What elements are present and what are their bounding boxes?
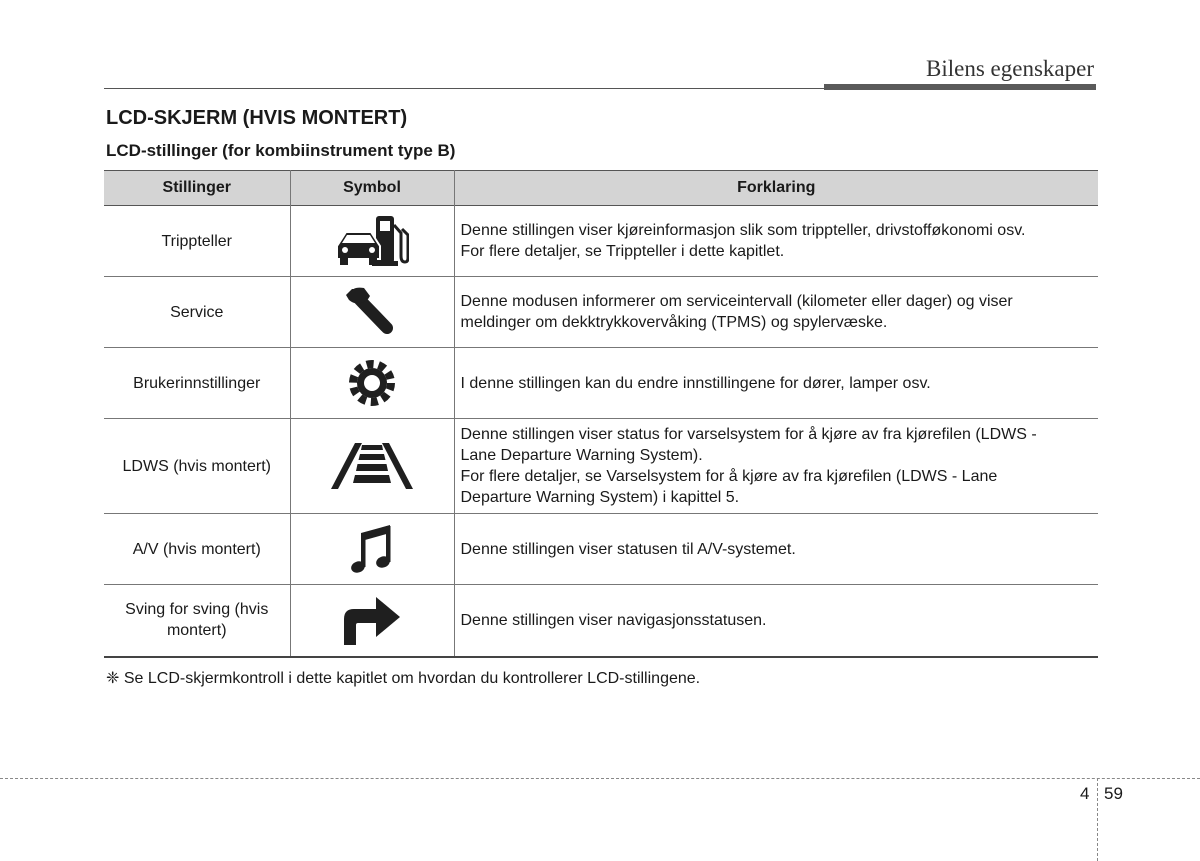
position-cell: Sving for sving (hvis montert)	[104, 585, 290, 657]
header-rule	[104, 88, 824, 89]
explanation-line: Denne stillingen viser status for varselsystem for å kjøre av fra kjørefilen (LDWS -	[460, 426, 1037, 443]
explanation-line: Lane Departure Warning System).	[460, 447, 703, 464]
position-cell: LDWS (hvis montert)	[104, 419, 290, 514]
page-heading: LCD-SKJERM (HVIS MONTERT)	[106, 107, 408, 129]
symbol-cell	[290, 514, 454, 585]
gear-icon	[348, 359, 396, 407]
lcd-modes-table	[104, 170, 1098, 658]
explanation-line: For flere detaljer, se Varselsystem for å kjøre av fra kjørefilen (LDWS - Lane	[460, 468, 998, 485]
column-header-explanation: Forklaring	[737, 179, 816, 196]
symbol-cell	[290, 419, 454, 514]
footer-dashed-rule	[0, 778, 1200, 779]
explanation-line: Denne stillingen viser kjøreinformasjon slik som trippteller, drivstofføkonomi osv.	[460, 222, 1026, 239]
explanation-cell	[454, 419, 1098, 514]
explanation-line: meldinger om dekktrykkovervåking (TPMS) og spylervæske.	[460, 314, 888, 331]
symbol-cell	[290, 206, 454, 277]
explanation-cell	[454, 348, 1098, 419]
symbol-cell	[290, 348, 454, 419]
explanation-cell	[454, 277, 1098, 348]
column-header-symbol: Symbol	[290, 171, 454, 206]
wrench-icon	[344, 286, 400, 338]
section-title: Bilens egenskaper	[926, 56, 1094, 81]
table-row	[104, 277, 1098, 348]
lane-road-icon	[331, 441, 413, 491]
page-subheading: LCD-stillinger (for kombiinstrument type B)	[106, 141, 456, 160]
position-cell: Trippteller	[104, 206, 290, 277]
footer-dashed-divider	[1097, 778, 1098, 861]
turn-right-arrow-icon	[342, 593, 402, 647]
table-row	[104, 206, 1098, 277]
symbol-cell	[290, 585, 454, 657]
column-header-position: Stillinger	[104, 171, 290, 206]
explanation-cell	[454, 206, 1098, 277]
trip-computer-icon	[335, 213, 409, 269]
table-header-row	[104, 171, 1098, 206]
table-row	[104, 514, 1098, 585]
table-row	[104, 419, 1098, 514]
explanation-line: Denne stillingen viser navigasjonsstatusen.	[460, 611, 767, 629]
footnote: ❈ Se LCD-skjermkontroll i dette kapitlet om hvordan du kontrollerer LCD-stillingene.	[106, 670, 701, 687]
explanation-line: Departure Warning System) i kapittel 5.	[460, 489, 740, 506]
explanation-cell	[454, 514, 1098, 585]
position-cell: Service	[104, 277, 290, 348]
header-bar	[824, 84, 1096, 90]
explanation-line: Denne modusen informerer om serviceintervall (kilometer eller dager) og viser	[460, 293, 1013, 310]
explanation-cell	[454, 585, 1098, 657]
symbol-cell	[290, 277, 454, 348]
page-number: 59	[1104, 784, 1123, 803]
table-row	[104, 348, 1098, 419]
position-cell: Brukerinnstillinger	[104, 348, 290, 419]
explanation-line: I denne stillingen kan du endre innstillingene for dører, lamper osv.	[460, 374, 931, 392]
chapter-number: 4	[1080, 784, 1090, 803]
position-cell: A/V (hvis montert)	[104, 514, 290, 585]
music-note-icon	[350, 523, 394, 575]
explanation-line: Denne stillingen viser statusen til A/V-systemet.	[460, 540, 796, 558]
table-row	[104, 585, 1098, 657]
explanation-line: For flere detaljer, se Trippteller i dette kapitlet.	[460, 243, 785, 260]
